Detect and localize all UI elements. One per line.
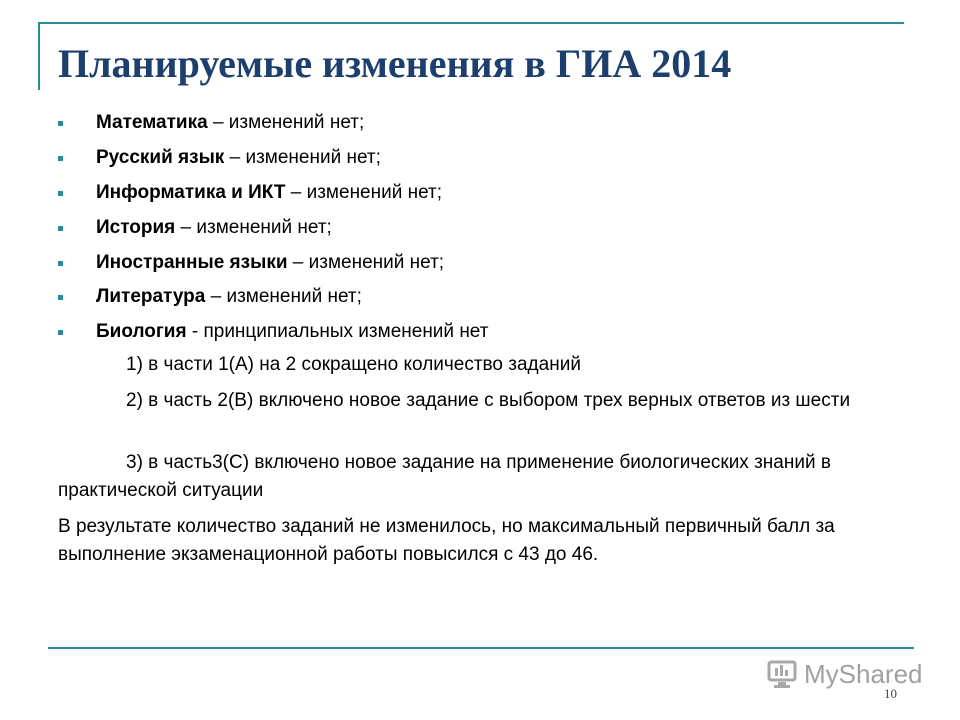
subject-status: – изменений нет;: [205, 286, 362, 307]
watermark: [766, 656, 923, 692]
subject-status: - принципиальных изменений нет: [186, 321, 489, 342]
subject-status: – изменений нет;: [207, 112, 365, 133]
square-bullet-icon: [58, 330, 63, 335]
square-bullet-icon: [58, 156, 63, 161]
subject-name: Биология: [96, 321, 187, 342]
myshared-logo-icon: [766, 657, 800, 691]
subject-name: Математика: [96, 112, 208, 133]
detail-item-2: 2) в часть 2(В) включено новое задание с выбором трех верных ответов из шести: [126, 390, 851, 411]
subject-name: Литература: [96, 286, 206, 307]
detail-item-3: 3) в часть3(С) включено новое задание на применение биологических знаний в практической ситуации: [58, 452, 831, 501]
subject-name: Иностранные языки: [96, 252, 288, 273]
subject-status: – изменений нет;: [175, 217, 332, 238]
top-rule: [38, 22, 904, 24]
left-rule: [38, 22, 40, 90]
slide-title: Планируемые изменения в ГИА 2014: [58, 41, 732, 86]
square-bullet-icon: [58, 261, 63, 266]
subject-name: Русский язык: [96, 147, 225, 168]
subject-status: – изменений нет;: [285, 182, 443, 203]
square-bullet-icon: [58, 121, 63, 126]
detail-item-1: 1) в части 1(А) на 2 сокращено количество заданий: [126, 354, 581, 375]
square-bullet-icon: [58, 295, 63, 300]
subject-name: Информатика и ИКТ: [96, 182, 286, 203]
bottom-rule: [48, 647, 914, 649]
subject-name: История: [96, 217, 176, 238]
conclusion-text: В результате количество заданий не изменилось, но максимальный первичный балл за выполнение экзаменационной работы повысился с 43 до 46.: [58, 516, 835, 565]
subject-status: – изменений нет;: [224, 147, 381, 168]
page-number: 10: [884, 686, 897, 701]
square-bullet-icon: [58, 226, 63, 231]
subject-status: – изменений нет;: [287, 252, 445, 273]
watermark-text: MyShared: [804, 658, 923, 689]
square-bullet-icon: [58, 191, 63, 196]
